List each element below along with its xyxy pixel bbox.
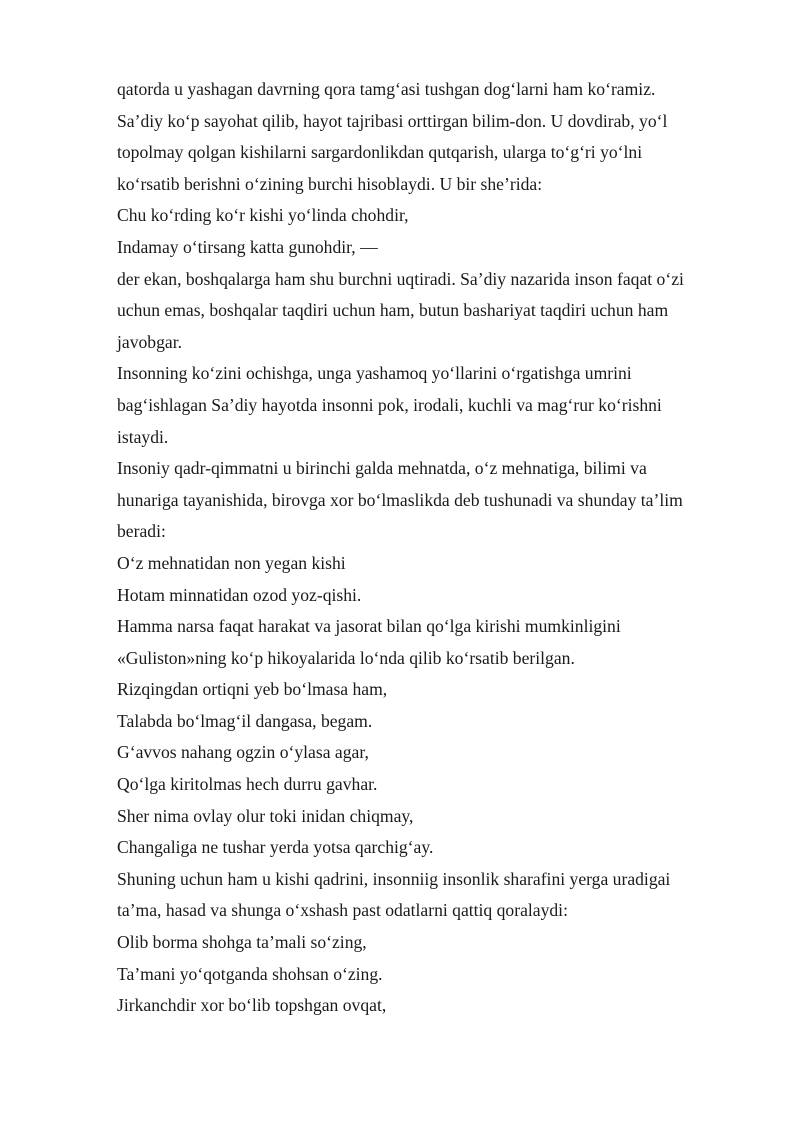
text-line: Olib borma shohga ta’mali so‘zing, — [117, 932, 367, 953]
text-line: Chu ko‘rding ko‘r kishi yo‘linda chohdir, — [117, 205, 409, 226]
text-line: Talabda bo‘lmag‘il dangasa, begam. — [117, 710, 373, 731]
text-line: istaydi. — [117, 426, 169, 447]
text-line: hunariga tayanishida, birovga xor bo‘lmaslikda deb tushunadi va shunday ta’lim — [117, 489, 683, 510]
text-line: der ekan, boshqalarga ham shu burchni uqtiradi. Sa’diy nazarida inson faqat o‘zi — [117, 268, 684, 289]
text-line: uchun emas, boshqalar taqdiri uchun ham, butun bashariyat taqdiri uchun ham — [117, 300, 669, 321]
text-line: «Guliston»ning ko‘p hikoyalarida lo‘nda qilib ko‘rsatib berilgan. — [117, 647, 575, 668]
text-line: G‘avvos nahang ogzin o‘ylasa agar, — [117, 742, 369, 763]
text-line: Sa’diy ko‘p sayohat qilib, hayot tajribasi orttirgan bilim-don. U dovdirab, yo‘l — [117, 110, 668, 131]
text-line: Ta’mani yo‘qotganda shohsan o‘zing. — [117, 963, 383, 984]
document-body — [117, 74, 757, 1022]
text-line: Qo‘lga kiritolmas hech durru gavhar. — [117, 774, 378, 795]
text-line: Rizqingdan ortiqni yeb bo‘lmasa ham, — [117, 679, 388, 700]
text-line: Jirkanchdir xor bo‘lib topshgan ovqat, — [117, 995, 387, 1016]
text-line: Shuning uchun ham u kishi qadrini, insonniig insonlik sharafini yerga uradigai — [117, 868, 671, 889]
text-line: Indamay o‘tirsang katta gunohdir, — — [117, 236, 378, 257]
text-line: O‘z mehnatidan non yegan kishi — [117, 552, 346, 573]
text-line: Insoniy qadr-qimmatni u birinchi galda mehnatda, o‘z mehnatiga, bilimi va — [117, 458, 647, 479]
text-line: qatorda u yashagan davrning qora tamg‘asi tushgan dog‘larni ham ko‘ramiz. — [117, 79, 656, 99]
text-line: Hotam minnatidan ozod yoz-qishi. — [117, 584, 362, 605]
text-line: Sher nima ovlay olur toki inidan chiqmay, — [117, 805, 414, 826]
text-line: ko‘rsatib berishni o‘zining burchi hisoblaydi. U bir she’rida: — [117, 173, 543, 194]
text-line: javobgar. — [117, 331, 182, 352]
text-line: Changaliga ne tushar yerda yotsa qarchig‘ay. — [117, 837, 434, 858]
text-line: Hamma narsa faqat harakat va jasorat bilan qo‘lga kirishi mumkinligini — [117, 616, 621, 637]
text-line: Insonning ko‘zini ochishga, unga yashamoq yo‘llarini o‘rgatishga umrini — [117, 363, 632, 384]
text-line: bag‘ishlagan Sa’diy hayotda insonni pok, irodali, kuchli va mag‘rur ko‘rishni — [117, 394, 662, 415]
text-line: ta’ma, hasad va shunga o‘xshash past odatlarni qattiq qoralaydi: — [117, 900, 568, 921]
text-line: topolmay qolgan kishilarni sargardonlikdan qutqarish, ularga to‘g‘ri yo‘lni — [117, 142, 643, 163]
text-line: beradi: — [117, 521, 166, 542]
